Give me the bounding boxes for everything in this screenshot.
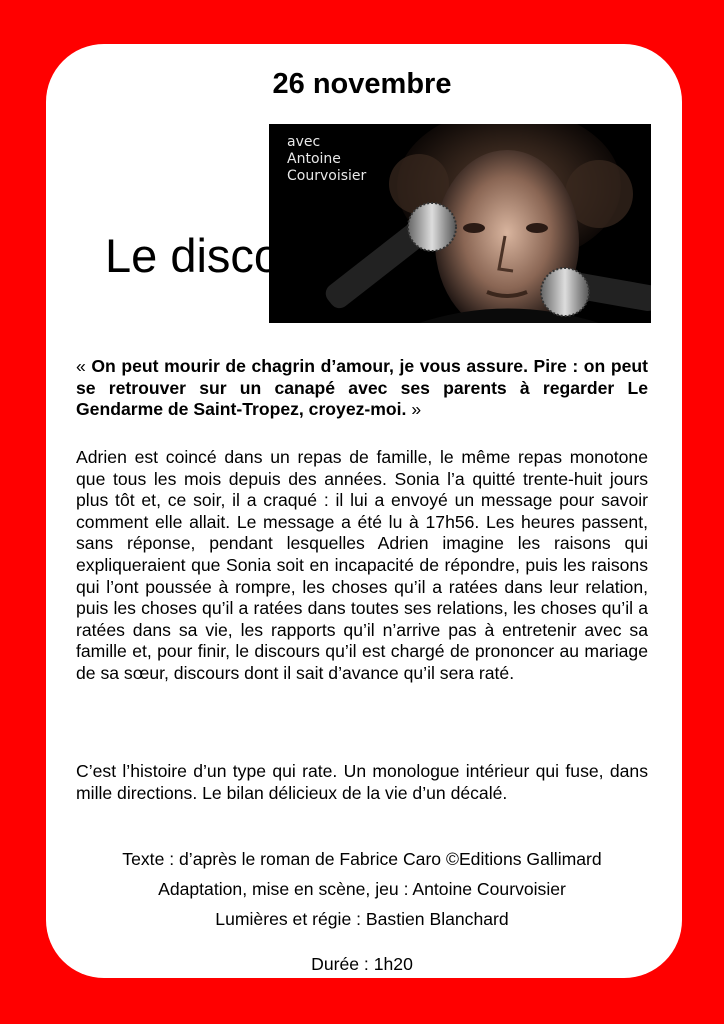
quote-open: « — [76, 356, 92, 376]
photo-caption: avec Antoine Courvoisier — [287, 134, 367, 184]
quote-text: On peut mourir de chagrin d’amour, je vous assure. Pire : on peut se retrouver sur un canapé avec ses parents à regarder Le Gendarme de Saint-Tropez, croyez-moi. — [76, 356, 648, 420]
performer-photo — [269, 124, 651, 323]
credit-adaptation: Adaptation, mise en scène, jeu : Antoine Courvoisier — [158, 879, 566, 899]
show-title: Le discours — [105, 229, 346, 282]
event-date: 26 novembre — [272, 68, 452, 100]
duration: Durée : 1h20 — [311, 954, 413, 974]
credit-text: Texte : d’après le roman de Fabrice Caro ©Editions Gallimard — [122, 849, 602, 869]
synopsis-paragraph: Adrien est coincé dans un repas de famille, le même repas monotone que tous les mois depuis des années. Sonia l’a quitté trente-huit jours plus tôt et, ce soir, il a craqué : il lui a envoyé un message pour savoir comment elle allait. Le message a été lu à 17h56. Les heures passent, sans réponse, pendant lesquelles Adrien imagine les raisons qui expliqueraient que Sonia soit en incapacité de répondre, puis les raisons qui l’ont poussée à rompre, les choses qu’il a ratées dans leur relation, puis les choses qu’il a ratées dans toutes ses relations, les choses qu’il a ratées dans sa vie, les rapports qu’il n’arrive pas à entretenir avec sa famille et, pour finir, le discours qu’il est chargé de prononcer au mariage de sa sœur, discours dont il sait d’avance qu’il sera raté. — [76, 447, 648, 683]
summary-paragraph: C’est l’histoire d’un type qui rate. Un monologue intérieur qui fuse, dans mille directions. Le bilan délicieux de la vie d’un décalé. — [76, 761, 648, 803]
quote-close: » — [406, 399, 422, 420]
quote-paragraph — [76, 356, 648, 421]
credit-lights: Lumières et régie : Bastien Blanchard — [215, 909, 509, 929]
